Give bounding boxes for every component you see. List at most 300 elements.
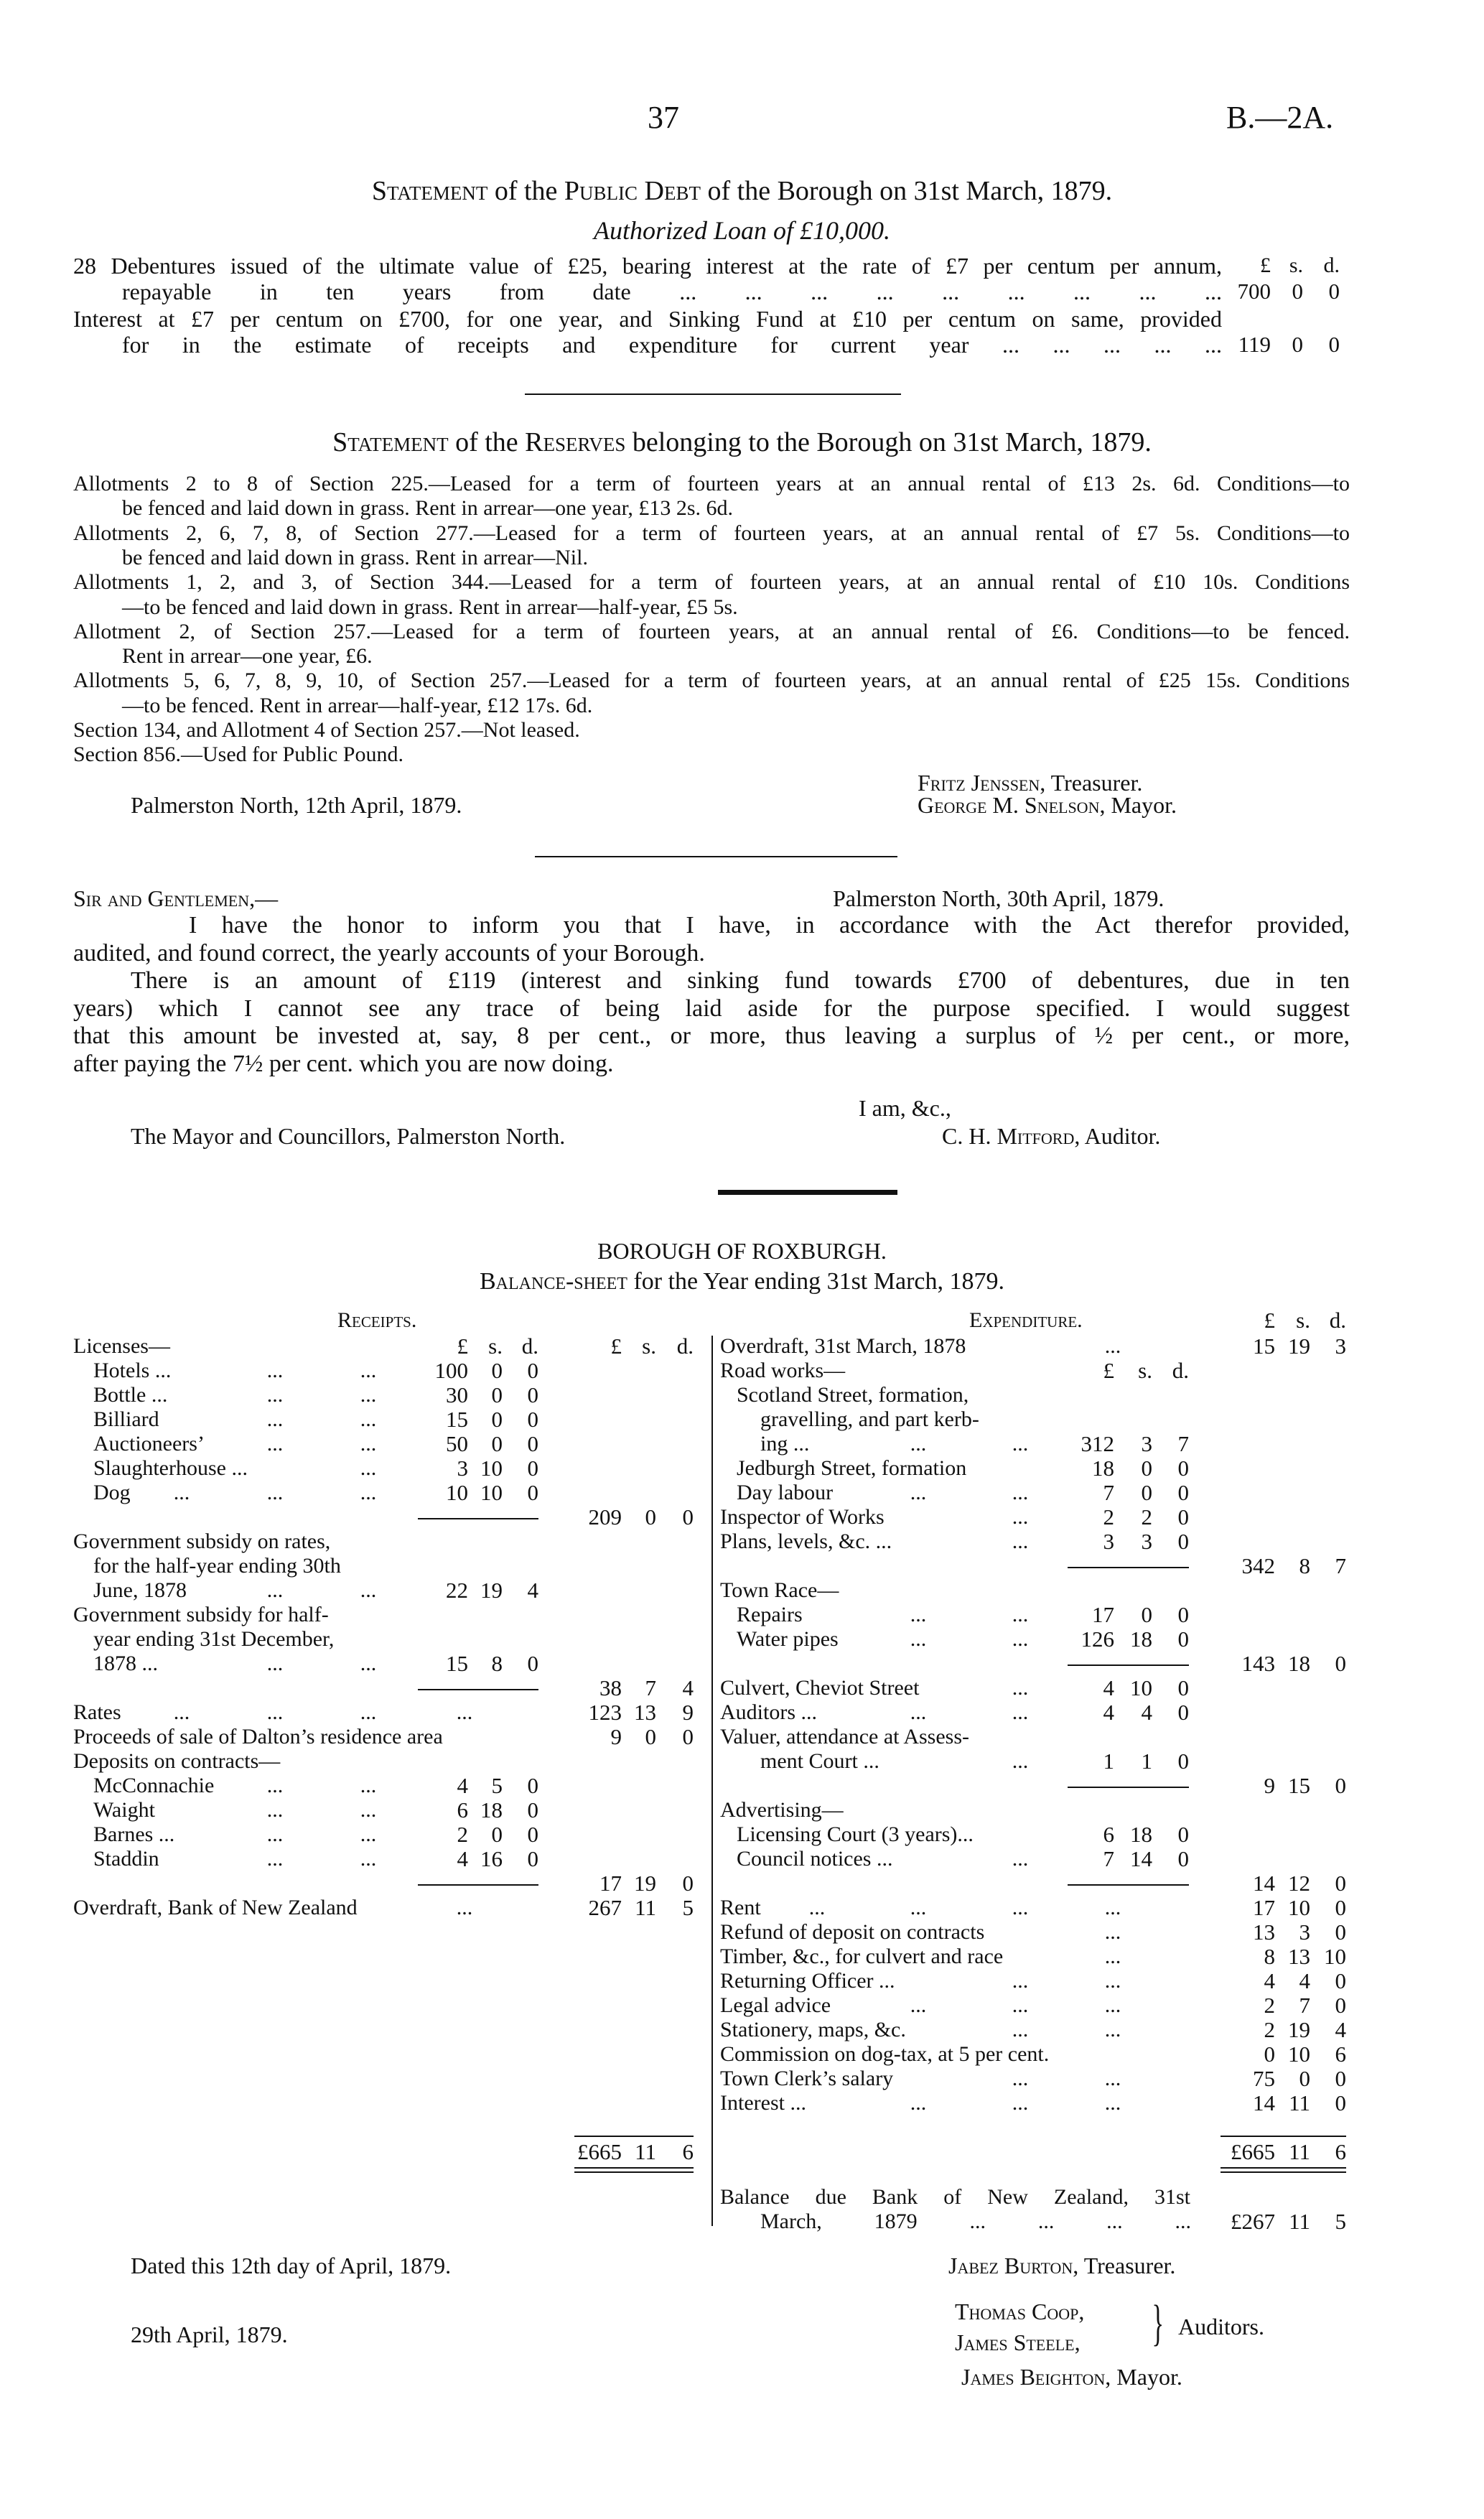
- treasurer-signature: [918, 770, 1142, 795]
- sub-amount: 0: [527, 1456, 538, 1481]
- total-amount: 14: [1253, 2090, 1275, 2115]
- row-label: Legal advice: [720, 1993, 831, 2017]
- debt-amount: 0: [1328, 279, 1340, 304]
- leader-dots: ...: [360, 1847, 377, 1871]
- sub-amount: 10: [480, 1456, 503, 1481]
- sub-amount: 100: [434, 1358, 468, 1383]
- total-amount: 0: [1335, 1968, 1346, 1993]
- leader-dots: ...: [1012, 1847, 1029, 1871]
- leader-dots: ...: [266, 1822, 284, 1846]
- leader-dots: ...: [1012, 1627, 1029, 1651]
- row-label: Staddin: [93, 1847, 159, 1871]
- total-amount: 3: [1299, 1919, 1310, 1945]
- leader-dots: ...: [360, 1700, 377, 1724]
- sub-amount: 50: [446, 1431, 468, 1456]
- total-amount: 123: [588, 1700, 622, 1725]
- sub-amount: 0: [527, 1382, 538, 1407]
- leader-dots: ...: [1012, 1603, 1029, 1626]
- subtotal-rule: [1068, 1787, 1189, 1788]
- row-label: Town Clerk’s salary: [720, 2067, 894, 2090]
- sub-amount: 4: [1103, 1675, 1114, 1700]
- reserve-line: Section 134, and Allotment 4 of Section 257.—Not leased.: [73, 718, 580, 742]
- leader-dots: ...: [1104, 1945, 1121, 1968]
- column-header: £: [1264, 1308, 1275, 1333]
- row-label: Repairs: [737, 1603, 803, 1626]
- leader-dots: ...: [1104, 2018, 1121, 2041]
- row-label: Auditors ...: [720, 1700, 817, 1724]
- letter-line: I have the honor to inform you that I have, in accordance with the Act therefor provided,: [189, 913, 1350, 939]
- sub-amount: 30: [446, 1382, 468, 1407]
- leader-dots: ...: [1012, 1481, 1029, 1504]
- public-debt-subtitle: Authorized Loan of £10,000.: [593, 216, 890, 245]
- sub-amount: 0: [1177, 1749, 1189, 1774]
- leader-dots: ...: [1012, 1505, 1029, 1529]
- row-label: Plans, levels, &c. ...: [720, 1529, 892, 1553]
- letter-place-date: Palmerston North, 30th April, 1879.: [833, 885, 1165, 911]
- leader-dots: ...: [910, 1993, 927, 2017]
- row-label: Government subsidy for half-: [73, 1603, 329, 1626]
- reserve-line: Allotments 2, 6, 7, 8, of Section 277.—Leased for a term of fourteen years, at an annual rental of £7 5s. Conditions—to: [73, 521, 1350, 545]
- debt-item-line: 28 Debentures issued of the ultimate value of £25, bearing interest at the rate of £7 per centum per annum,: [73, 253, 1222, 279]
- total-amount: 11: [635, 1895, 656, 1920]
- total-amount: £: [610, 1333, 622, 1359]
- total-amount: 267: [588, 1895, 622, 1920]
- leader-dots: ...: [910, 1896, 927, 1919]
- leader-dots: ...: [910, 1481, 927, 1504]
- row-label: Advertising—: [720, 1798, 844, 1822]
- leader-dots: ...: [1104, 1920, 1121, 1944]
- row-label: Deposits on contracts—: [73, 1749, 281, 1773]
- signatory-name: Fritz Jenssen: [918, 770, 1040, 796]
- sub-amount: 18: [1130, 1822, 1152, 1847]
- double-rule: [1221, 2167, 1346, 2169]
- title-text: of the: [448, 427, 526, 457]
- reserves-title: [0, 427, 1484, 458]
- letter-salutation: Sir and Gentlemen,—: [73, 885, 279, 911]
- row-label: gravelling, and part kerb-: [760, 1407, 979, 1431]
- total-amount: 0: [1335, 1871, 1346, 1896]
- row-label: McConnachie: [93, 1774, 215, 1797]
- column-header: s.: [1296, 1308, 1310, 1333]
- divider: [535, 856, 897, 857]
- title-text: for the Year ending 31st March, 1879.: [627, 1268, 1004, 1295]
- reserve-line: —to be fenced. Rent in arrear—half-year, £12 17s. 6d.: [122, 693, 593, 717]
- title-word: Public Debt: [564, 176, 701, 206]
- sub-amount: 18: [1092, 1456, 1114, 1481]
- column-header: d.: [1323, 253, 1340, 277]
- sub-amount: 14: [1130, 1846, 1152, 1871]
- total-amount: 9: [682, 1700, 694, 1725]
- row-label: Hotels ...: [93, 1359, 172, 1382]
- leader-dots: ...: [360, 1578, 377, 1602]
- sub-amount: 10: [480, 1480, 503, 1505]
- sub-amount: 19: [480, 1578, 503, 1603]
- sub-amount: 0: [1177, 1480, 1189, 1505]
- total-amount: 0: [1335, 2090, 1346, 2115]
- total-amount: 18: [1288, 1651, 1310, 1676]
- reserve-line: Allotment 2, of Section 257.—Leased for a term of fourteen years, at an annual rental of £6. Conditions—to be fenced.: [73, 619, 1350, 643]
- leader-dots: ...: [910, 1432, 927, 1456]
- sub-amount: 0: [1141, 1480, 1152, 1505]
- audit-date: 29th April, 1879.: [131, 2322, 288, 2347]
- signatory-title: , Treasurer.: [1073, 2253, 1176, 2278]
- grand-total: 6: [1335, 2139, 1346, 2164]
- sub-amount: 0: [491, 1358, 503, 1383]
- reserve-line: Section 856.—Used for Public Pound.: [73, 742, 403, 767]
- total-amount: 9: [610, 1724, 622, 1749]
- signatory-name: Jabez Burton: [948, 2253, 1073, 2278]
- sub-amount: 7: [1103, 1480, 1114, 1505]
- total-amount: 0: [645, 1724, 656, 1749]
- grand-total: 6: [682, 2139, 694, 2164]
- signatory-title: , Mayor.: [1105, 2364, 1182, 2390]
- row-label: Interest ...: [720, 2091, 806, 2115]
- total-amount: 13: [634, 1700, 656, 1725]
- sub-amount: 6: [457, 1797, 468, 1822]
- row-label: Auctioneers’: [93, 1432, 205, 1456]
- total-amount: 10: [1324, 1944, 1346, 1969]
- reserve-line: Allotments 5, 6, 7, 8, 9, 10, of Section 257.—Leased for a term of fourteen years, at an annual rental of £25 15s. Conditions: [73, 669, 1350, 693]
- total-amount: 0: [1335, 1895, 1346, 1920]
- total-amount: 3: [1335, 1333, 1346, 1359]
- leader-dots: ...: [266, 1432, 284, 1456]
- title-word: Statement: [371, 176, 488, 206]
- sub-amount: 18: [1130, 1626, 1152, 1652]
- total-rule: [1221, 2136, 1346, 2137]
- sub-amount: 0: [491, 1407, 503, 1432]
- title-text: of the Borough on 31st March, 1879.: [701, 176, 1113, 206]
- reserves-place-date: Palmerston North, 12th April, 1879.: [131, 792, 462, 818]
- sub-amount: 3: [457, 1456, 468, 1481]
- total-amount: 0: [645, 1504, 656, 1529]
- leader-dots: ...: [456, 1896, 473, 1919]
- sub-amount: d.: [1172, 1358, 1189, 1383]
- sub-amount: 0: [527, 1407, 538, 1432]
- thick-divider: [718, 1190, 897, 1195]
- title-text: belonging to the Borough on 31st March, 1879.: [625, 427, 1152, 457]
- sub-amount: 0: [527, 1480, 538, 1505]
- sub-amount: 312: [1081, 1431, 1114, 1456]
- total-amount: 7: [1299, 1993, 1310, 2018]
- total-amount: 0: [1335, 1651, 1346, 1676]
- total-amount: 0: [1335, 1773, 1346, 1798]
- leader-dots: ...: [360, 1407, 377, 1431]
- subtotal-rule: [418, 1884, 538, 1886]
- leader-dots: ...: [1012, 2067, 1029, 2090]
- leader-dots: ...: [1104, 1334, 1121, 1358]
- row-label: ing ...: [760, 1432, 810, 1456]
- leader-dots: ...: [266, 1798, 284, 1822]
- leader-dots: ...: [266, 1359, 284, 1382]
- leader-dots: ...: [266, 1847, 284, 1871]
- leader-dots: ...: [360, 1774, 377, 1797]
- reserve-line: be fenced and laid down in grass. Rent in arrear—Nil.: [122, 545, 588, 569]
- leader-dots: ...: [266, 1383, 284, 1407]
- leader-dots: ...: [910, 1700, 927, 1724]
- leader-dots: ...: [1104, 2091, 1121, 2115]
- total-amount: 0: [1299, 2066, 1310, 2091]
- sub-amount: 0: [1177, 1529, 1189, 1554]
- debt-amount: 0: [1292, 279, 1303, 304]
- letter-line: that this amount be invested at, say, 8 per cent., or more, thus leaving a surplus of ½ per cent., or more,: [73, 1024, 1350, 1050]
- total-amount: 0: [1264, 2041, 1275, 2067]
- leader-dots: ...: [360, 1383, 377, 1407]
- total-amount: 143: [1241, 1651, 1275, 1676]
- sub-amount: 2: [457, 1822, 468, 1847]
- total-amount: 8: [1264, 1944, 1275, 1969]
- leader-dots: ...: [1012, 2091, 1029, 2115]
- leader-dots: ...: [1012, 1749, 1029, 1773]
- row-label: Timber, &c., for culvert and race: [720, 1945, 1004, 1968]
- sub-amount: 0: [527, 1358, 538, 1383]
- total-amount: 0: [682, 1504, 694, 1529]
- sub-amount: 10: [446, 1480, 468, 1505]
- row-label: Dog: [93, 1481, 131, 1504]
- sub-amount: 3: [1141, 1529, 1152, 1554]
- sub-amount: s.: [488, 1333, 503, 1359]
- sub-amount: £: [457, 1333, 468, 1359]
- sub-amount: 0: [527, 1651, 538, 1676]
- leader-dots: ...: [1104, 2067, 1121, 2090]
- sub-amount: s.: [1138, 1358, 1152, 1383]
- sub-amount: 126: [1081, 1626, 1114, 1652]
- leader-dots: ...: [1012, 1700, 1029, 1724]
- debt-item-line: Interest at £7 per centum on £700, for one year, and Sinking Fund at £10 per centum on same, provided: [73, 307, 1222, 332]
- sub-amount: 0: [1177, 1504, 1189, 1529]
- row-label: June, 1878: [93, 1578, 187, 1602]
- leader-dots: ...: [173, 1481, 190, 1504]
- leader-dots: ...: [266, 1481, 284, 1504]
- total-amount: 0: [1335, 2066, 1346, 2091]
- total-amount: 11: [1289, 2090, 1310, 2115]
- total-amount: 17: [599, 1871, 622, 1896]
- row-label: Returning Officer ...: [720, 1969, 895, 1993]
- mayor-signature: [961, 2365, 1182, 2389]
- reserve-line: be fenced and laid down in grass. Rent in arrear—one year, £13 2s. 6d.: [122, 496, 734, 521]
- row-label: Day labour: [737, 1481, 834, 1504]
- reserve-line: Allotments 1, 2, and 3, of Section 344.—Leased for a term of fourteen years, at an annual rental of £10 10s. Conditions: [73, 570, 1350, 595]
- sub-amount: 16: [480, 1846, 503, 1871]
- sub-amount: 18: [480, 1797, 503, 1822]
- row-label: Bottle ...: [93, 1383, 168, 1407]
- total-amount: 75: [1253, 2066, 1275, 2091]
- leader-dots: ...: [910, 2091, 927, 2115]
- balance-amount-value: 11: [1289, 2209, 1310, 2234]
- sub-amount: 2: [1103, 1504, 1114, 1529]
- total-amount: 0: [1335, 1993, 1346, 2018]
- total-amount: 13: [1253, 1919, 1275, 1945]
- total-amount: 4: [1264, 1968, 1275, 1993]
- double-rule: [1221, 2171, 1346, 2173]
- sub-amount: 5: [491, 1773, 503, 1798]
- total-amount: 2: [1264, 1993, 1275, 2018]
- total-amount: 5: [682, 1895, 694, 1920]
- row-label: Road works—: [720, 1359, 846, 1382]
- leader-dots: ...: [266, 1652, 284, 1675]
- total-amount: 10: [1288, 2041, 1310, 2067]
- sub-amount: 6: [1103, 1822, 1114, 1847]
- row-label: ment Court ...: [760, 1749, 879, 1773]
- leader-dots: ...: [360, 1481, 377, 1504]
- grand-total: 11: [1289, 2139, 1310, 2164]
- total-amount: 209: [588, 1504, 622, 1529]
- signatory-name: George M. Snelson: [918, 792, 1100, 818]
- row-label: Scotland Street, formation,: [737, 1383, 969, 1407]
- total-amount: 0: [682, 1871, 694, 1896]
- sub-amount: 4: [457, 1846, 468, 1871]
- total-amount: 4: [682, 1675, 694, 1700]
- sub-amount: 0: [491, 1431, 503, 1456]
- sub-amount: 0: [1177, 1822, 1189, 1847]
- auditor-signature: [942, 1124, 1160, 1148]
- row-label: Stationery, maps, &c.: [720, 2018, 906, 2041]
- auditor-1: Thomas Coop,: [955, 2299, 1085, 2324]
- leader-dots: ...: [360, 1359, 377, 1382]
- sub-amount: 4: [1141, 1700, 1152, 1725]
- leader-dots: ...: [360, 1432, 377, 1456]
- letter-line: audited, and found correct, the yearly accounts of your Borough.: [73, 939, 705, 967]
- row-label: Proceeds of sale of Dalton’s residence area: [73, 1725, 443, 1749]
- subtotal-rule: [418, 1518, 538, 1519]
- row-label: Commission on dog-tax, at 5 per cent.: [720, 2042, 1050, 2066]
- row-label: Culvert, Cheviot Street: [720, 1676, 920, 1700]
- row-label: Waight: [93, 1798, 155, 1822]
- row-label: Government subsidy on rates,: [73, 1529, 331, 1553]
- leader-dots: ...: [266, 1407, 284, 1431]
- row-label: Water pipes: [737, 1627, 839, 1651]
- total-amount: 19: [1288, 2017, 1310, 2042]
- balance-amount-value: 5: [1335, 2209, 1346, 2234]
- debt-amount: 119: [1238, 332, 1271, 357]
- total-amount: 7: [1335, 1553, 1346, 1578]
- row-label: for the half-year ending 30th: [93, 1554, 341, 1578]
- double-rule: [574, 2171, 694, 2173]
- title-word: Balance-sheet: [479, 1268, 627, 1295]
- leader-dots: ...: [1104, 1993, 1121, 2017]
- leader-dots: ...: [910, 1627, 927, 1651]
- title-word: Reserves: [525, 427, 626, 457]
- balance-line-1: Balance due Bank of New Zealand, 31st: [720, 2185, 1190, 2209]
- signatory-title: , Treasurer.: [1040, 770, 1143, 796]
- sub-amount: 1: [1141, 1749, 1152, 1774]
- grand-total: £665: [577, 2139, 622, 2164]
- mayor-signature: [918, 793, 1177, 817]
- column-divider: [711, 1336, 713, 2226]
- row-label: Rent: [720, 1896, 761, 1919]
- subtotal-rule: [1068, 1664, 1189, 1666]
- leader-dots: ...: [266, 1578, 284, 1602]
- signatory-title: , Mayor.: [1099, 792, 1177, 818]
- letter-line: There is an amount of £119 (interest and sinking fund towards £700 of debentures, due in ten: [131, 969, 1350, 995]
- sub-amount: 17: [1092, 1602, 1114, 1627]
- leader-dots: ...: [1104, 1896, 1121, 1919]
- treasurer-signature: [948, 2253, 1175, 2278]
- leader-dots: ...: [1012, 1676, 1029, 1700]
- total-amount: 6: [1335, 2041, 1346, 2067]
- sub-amount: 22: [446, 1578, 468, 1603]
- sub-amount: 4: [457, 1773, 468, 1798]
- total-amount: 4: [1335, 2017, 1346, 2042]
- total-amount: 2: [1264, 2017, 1275, 2042]
- sub-amount: 0: [491, 1822, 503, 1847]
- row-label: Refund of deposit on contracts: [720, 1920, 985, 1944]
- total-amount: 12: [1288, 1871, 1310, 1896]
- grand-total: £665: [1231, 2139, 1275, 2164]
- total-amount: d.: [676, 1333, 694, 1359]
- sub-amount: 10: [1130, 1675, 1152, 1700]
- total-amount: s.: [642, 1333, 656, 1359]
- auditors-label: Auditors.: [1178, 2314, 1264, 2339]
- subtotal-rule: [1068, 1884, 1189, 1886]
- signatory-name: James Beighton: [961, 2364, 1106, 2390]
- balance-amount-value: £267: [1231, 2209, 1275, 2234]
- leader-dots: ...: [1012, 1896, 1029, 1919]
- row-label: Barnes ...: [93, 1822, 175, 1846]
- document-reference: B.—2A.: [1226, 100, 1334, 135]
- row-label: Licensing Court (3 years)...: [737, 1822, 974, 1846]
- total-amount: 13: [1288, 1944, 1310, 1969]
- sub-amount: 7: [1103, 1846, 1114, 1871]
- subtotal-rule: [1068, 1567, 1189, 1568]
- sub-amount: 8: [491, 1651, 503, 1676]
- sub-amount: 0: [527, 1773, 538, 1798]
- leader-dots: ...: [360, 1652, 377, 1675]
- total-rule: [574, 2136, 694, 2137]
- balance-line-2: March, 1879 ... ... ... ...: [760, 2210, 1191, 2233]
- sub-amount: 0: [1177, 1700, 1189, 1725]
- sub-amount: 15: [446, 1407, 468, 1432]
- leader-dots: ...: [266, 1700, 284, 1724]
- sub-amount: 7: [1177, 1431, 1189, 1456]
- expenditure-header: Expenditure.: [969, 1308, 1083, 1332]
- row-label: Licenses—: [73, 1334, 170, 1358]
- row-label: Rates: [73, 1700, 121, 1724]
- auditor-2: James Steele,: [955, 2329, 1081, 2355]
- row-label: Overdraft, 31st March, 1878: [720, 1334, 966, 1358]
- total-amount: 19: [1288, 1333, 1310, 1359]
- reserve-line: —to be fenced and laid down in grass. Rent in arrear—half-year, £5 5s.: [122, 595, 738, 619]
- sub-amount: 0: [527, 1822, 538, 1847]
- receipts-header: Receipts.: [337, 1308, 417, 1332]
- leader-dots: ...: [1012, 1993, 1029, 2017]
- sub-amount: 0: [1177, 1846, 1189, 1871]
- sub-amount: 0: [1177, 1456, 1189, 1481]
- leader-dots: ...: [1012, 1529, 1029, 1553]
- sub-amount: 3: [1141, 1431, 1152, 1456]
- column-header: d.: [1329, 1308, 1346, 1333]
- total-amount: 4: [1299, 1968, 1310, 1993]
- letter-line: years) which I cannot see any trace of being laid aside for the purpose specified. I would suggest: [73, 996, 1350, 1022]
- sub-amount: £: [1103, 1358, 1114, 1383]
- brace-icon: }: [1152, 2296, 1165, 2351]
- total-amount: 19: [634, 1871, 656, 1896]
- sub-amount: d.: [521, 1333, 538, 1359]
- leader-dots: ...: [266, 1774, 284, 1797]
- sub-amount: 0: [1177, 1626, 1189, 1652]
- total-amount: 10: [1288, 1895, 1310, 1920]
- signatory-name: C. H. Mitford: [942, 1123, 1075, 1149]
- page-number: 37: [648, 100, 679, 135]
- leader-dots: ...: [173, 1700, 190, 1724]
- balance-sheet-title: [0, 1268, 1484, 1295]
- debt-amount: 0: [1328, 332, 1340, 357]
- title-text: of the: [487, 176, 564, 206]
- row-label: Council notices ...: [737, 1847, 893, 1871]
- reserve-line: Rent in arrear—one year, £6.: [122, 644, 373, 669]
- subtotal-rule: [418, 1689, 538, 1690]
- sub-amount: 0: [1177, 1602, 1189, 1627]
- row-label: 1878 ...: [93, 1652, 158, 1675]
